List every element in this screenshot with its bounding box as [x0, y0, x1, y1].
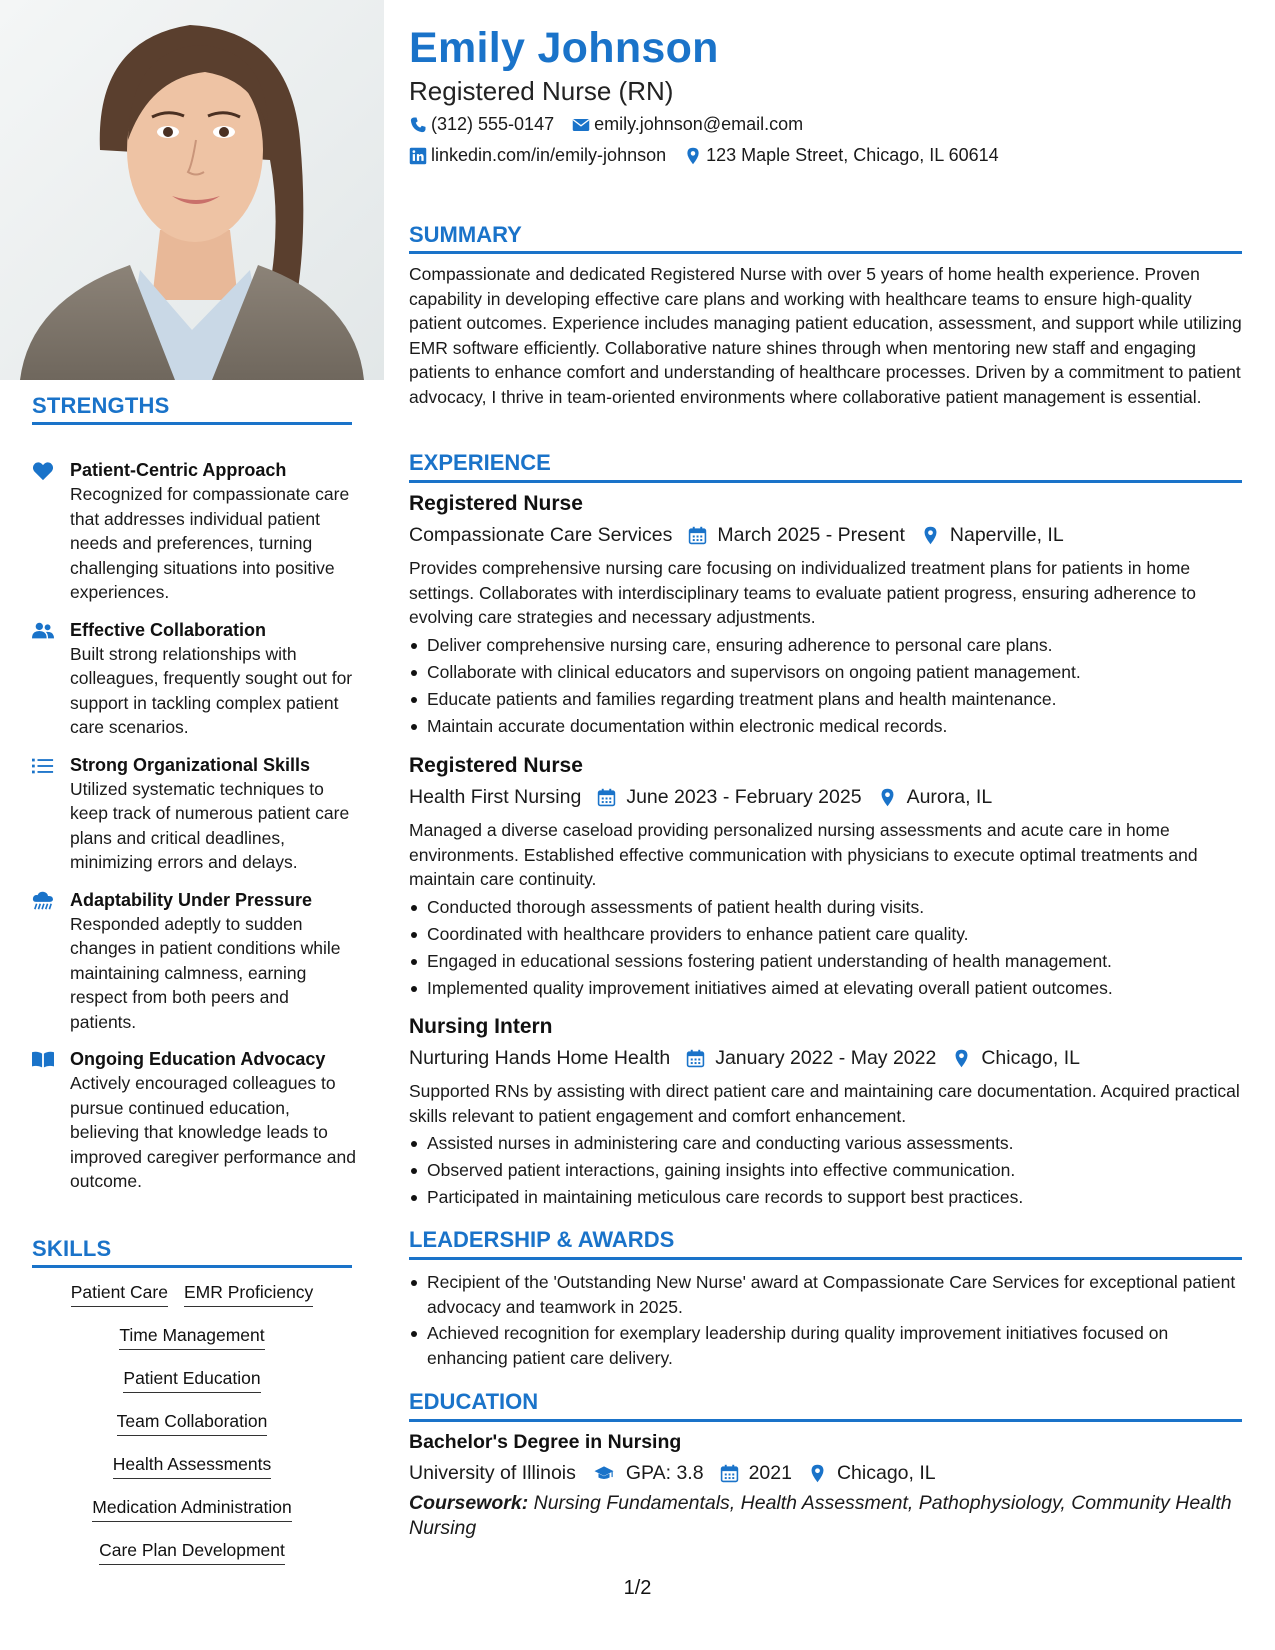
job-description: Managed a diverse caseload providing personalized nursing assessments and acute care in home environments. Established effective communication with physicians to execute optimal treatments and maintain care continuity.: [409, 820, 1198, 889]
degree-title: Bachelor's Degree in Nursing: [409, 1431, 682, 1453]
skill-tag: Health Assessments: [113, 1452, 272, 1479]
skill-tag: Medication Administration: [92, 1495, 291, 1522]
strength-title: Strong Organizational Skills: [70, 754, 311, 775]
strengths-heading: STRENGTHS: [32, 393, 170, 418]
company-name: Compassionate Care Services: [409, 524, 673, 546]
bullet-item: Educate patients and families regarding treatment plans and health maintenance.: [409, 686, 1242, 713]
graduation-year: 2021: [748, 1462, 792, 1484]
map-pin-icon: [878, 788, 897, 807]
map-pin-icon: [684, 147, 702, 165]
strengths-rule: [32, 422, 352, 425]
strength-text: Responded adeptly to sudden changes in patient conditions while maintaining calmness, earning respect from both peers and patients.: [70, 913, 341, 1032]
skill-tag: Patient Education: [123, 1366, 260, 1393]
map-pin-icon: [921, 526, 940, 545]
gpa-text: GPA: 3.8: [625, 1462, 704, 1484]
strength-text: Actively encouraged colleagues to pursue continued education, believing that knowledge leads to improved caregiver performance and outcome.: [70, 1073, 356, 1191]
strength-title: Adaptability Under Pressure: [70, 889, 313, 910]
experience-heading: EXPERIENCE: [409, 450, 551, 475]
job-title: Nursing Intern: [409, 1015, 553, 1038]
job-bullets: [409, 894, 1242, 1002]
job-dates: June 2023 - February 2025: [626, 786, 862, 808]
summary-rule: [409, 251, 1242, 254]
bullet-item: Collaborate with clinical educators and supervisors on ongoing patient management.: [409, 659, 1242, 686]
job-meta: [409, 1043, 1242, 1073]
coursework-text: Nursing Fundamentals, Health Assessment, Pathophysiology, Community Health Nursing: [409, 1492, 1232, 1539]
awards-heading: LEADERSHIP & AWARDS: [409, 1227, 675, 1252]
email-contact[interactable]: [572, 114, 803, 135]
contact-line-1: [409, 114, 821, 135]
award-item: Achieved recognition for exemplary leadership during quality improvement initiatives focused on enhancing patient care delivery.: [409, 1321, 1242, 1370]
users-icon: [32, 618, 70, 641]
job-description: Supported RNs by assisting with direct patient care and maintaining care documentation. Acquired practical skills relevant to patient engagement and comfort enhancement.: [409, 1081, 1240, 1126]
map-pin-icon: [808, 1464, 827, 1483]
education-meta: [409, 1458, 1242, 1488]
linkedin-contact[interactable]: [409, 145, 666, 166]
page-number: 1/2: [623, 1577, 652, 1599]
phone-text: (312) 555-0147: [431, 114, 555, 134]
phone-icon: [409, 116, 427, 134]
job-entry: [409, 1013, 1242, 1211]
strength-item: [32, 888, 357, 1035]
summary-text: Compassionate and dedicated Registered Nurse with over 5 years of home health experience. Proven capability in developing effective care plans and working with healthcare teams to ensure high-quality patient outcomes. Experience includes managing patient education, assessment, and support while utilizing EMR software efficiently. Collaborative nature shines through when mentoring new staff and engaging patients to enhance comfort and understanding of healthcare processes. Driven by a commitment to patient advocacy, I thrive in team-oriented environments where collaborative patient management is essential.: [409, 264, 1242, 407]
skills-rule: [32, 1265, 352, 1268]
calendar-icon: [686, 1049, 705, 1068]
skills-list: [32, 1280, 352, 1581]
skill-tag: Patient Care: [71, 1280, 168, 1307]
bullet-item: Engaged in educational sessions fostering patient understanding of health management.: [409, 948, 1242, 975]
education-entry: [409, 1428, 1242, 1540]
list-icon: [32, 753, 70, 776]
email-text: emily.johnson@email.com: [594, 114, 804, 134]
job-location: Aurora, IL: [906, 786, 993, 808]
skill-tag: Time Management: [119, 1323, 264, 1350]
coursework: [409, 1491, 1242, 1540]
job-title: Registered Nurse: [409, 754, 583, 777]
summary-heading: SUMMARY: [409, 222, 522, 247]
skill-tag: Care Plan Development: [99, 1538, 285, 1565]
skill-tag: Team Collaboration: [117, 1409, 268, 1436]
strength-item: [32, 753, 357, 875]
company-name: Health First Nursing: [409, 786, 582, 808]
job-location: Chicago, IL: [981, 1047, 1080, 1069]
heart-icon: [32, 458, 70, 481]
strength-text: Recognized for compassionate care that addresses individual patient needs and preferences, turning challenging situations into positive experiences.: [70, 484, 350, 602]
skills-heading: SKILLS: [32, 1236, 112, 1261]
coursework-label: Coursework:: [409, 1492, 529, 1514]
job-bullets: [409, 1130, 1242, 1211]
envelope-icon: [572, 116, 590, 134]
awards-list: [409, 1270, 1242, 1372]
experience-rule: [409, 480, 1242, 483]
candidate-name: Emily Johnson: [409, 24, 719, 72]
bullet-item: Observed patient interactions, gaining insights into effective communication.: [409, 1157, 1242, 1184]
school-location: Chicago, IL: [836, 1462, 936, 1484]
strength-title: Effective Collaboration: [70, 619, 267, 640]
bullet-item: Assisted nurses in administering care and conducting various assessments.: [409, 1130, 1242, 1157]
award-item: Recipient of the 'Outstanding New Nurse' award at Compassionate Care Services for exceptional patient advocacy and teamwork in 2025.: [409, 1270, 1242, 1319]
strength-item: [32, 1047, 357, 1194]
contact-line-2: [409, 145, 1017, 166]
job-entry: [409, 490, 1242, 740]
phone-contact[interactable]: [409, 114, 554, 135]
awards-rule: [409, 1257, 1242, 1260]
candidate-role: Registered Nurse (RN): [409, 76, 674, 106]
calendar-icon: [720, 1464, 739, 1483]
job-meta: [409, 520, 1242, 550]
strength-item: [32, 618, 357, 740]
job-description: Provides comprehensive nursing care focusing on individualized treatment plans for patients in home settings. Collaborates with interdisciplinary teams to evaluate patient progress, ensuring adherence to evolving care strategies and necessary adjustments.: [409, 558, 1196, 627]
bullet-item: Implemented quality improvement initiatives aimed at elevating overall patient outcomes.: [409, 975, 1242, 1002]
strength-title: Ongoing Education Advocacy: [70, 1049, 326, 1069]
graduation-cap-icon: [592, 1464, 616, 1483]
strength-text: Utilized systematic techniques to keep track of numerous patient care plans and critical deadlines, minimizing errors and delays.: [70, 778, 350, 872]
calendar-icon: [597, 788, 616, 807]
linkedin-text: linkedin.com/in/emily-johnson: [431, 145, 667, 165]
job-dates: January 2022 - May 2022: [715, 1047, 937, 1069]
left-column: [0, 0, 384, 1650]
cloud-rain-icon: [32, 888, 70, 911]
calendar-icon: [688, 526, 707, 545]
job-bullets: [409, 632, 1242, 740]
strength-title: Patient-Centric Approach: [70, 460, 287, 480]
strength-text: Built strong relationships with colleagues, frequently sought out for support in tackling complex patient care scenarios.: [70, 643, 353, 737]
bullet-item: Participated in maintaining meticulous care records to support best practices.: [409, 1184, 1242, 1211]
education-heading: EDUCATION: [409, 1389, 539, 1414]
strength-item: [32, 458, 357, 605]
strengths-list: [32, 458, 357, 1207]
address-text: 123 Maple Street, Chicago, IL 60614: [706, 145, 999, 165]
job-meta: [409, 782, 1242, 812]
job-entry: [409, 752, 1242, 1002]
company-name: Nurturing Hands Home Health: [409, 1047, 671, 1069]
linkedin-icon: [409, 147, 427, 165]
education-rule: [409, 1419, 1242, 1422]
bullet-item: Maintain accurate documentation within electronic medical records.: [409, 713, 1242, 740]
bullet-item: Coordinated with healthcare providers to enhance patient care quality.: [409, 921, 1242, 948]
book-icon: [32, 1047, 70, 1070]
address-contact: [684, 145, 999, 166]
job-title: Registered Nurse: [409, 492, 583, 515]
skill-tag: EMR Proficiency: [184, 1280, 313, 1307]
map-pin-icon: [952, 1049, 971, 1068]
bullet-item: Deliver comprehensive nursing care, ensuring adherence to personal care plans.: [409, 632, 1242, 659]
profile-photo: [0, 0, 384, 380]
bullet-item: Conducted thorough assessments of patient health during visits.: [409, 894, 1242, 921]
job-location: Naperville, IL: [949, 524, 1064, 546]
school-name: University of Illinois: [409, 1462, 576, 1484]
job-dates: March 2025 - Present: [717, 524, 905, 546]
